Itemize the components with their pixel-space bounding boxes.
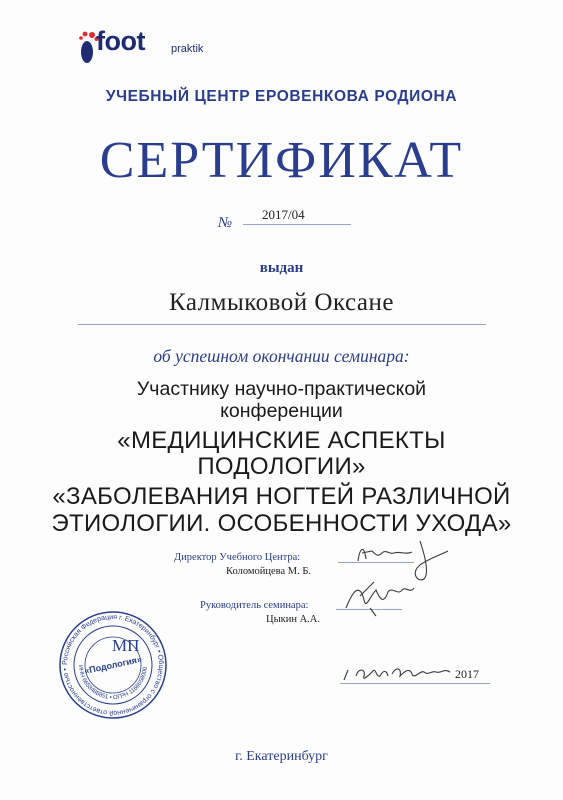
participant-line: Участнику научно-практической <box>136 378 427 400</box>
foot-praktik-logo <box>78 28 218 68</box>
issued-label: выдан <box>259 260 304 276</box>
conference-title-line-2: ПОДОЛОГИИ» <box>197 453 366 480</box>
recipient-underline <box>78 324 486 325</box>
seminar-leader-name: Цыкин А.А. <box>266 614 321 625</box>
date-year: 2017 <box>455 667 479 681</box>
conference-title-line-1: «МЕДИЦИНСКИЕ АСПЕКТЫ <box>117 427 446 454</box>
director-role: Директор Учебного Центра: <box>174 552 301 563</box>
seminar-leader-role: Руководитель семинара: <box>200 600 309 611</box>
certificate-title: СЕРТИФИКАТ <box>99 132 464 189</box>
certificate-number: 2017/04 <box>262 207 305 222</box>
city: г. Екатеринбург <box>235 749 328 764</box>
seminar-title-line-2: ЭТИОЛОГИИ. ОСОБЕННОСТИ УХОДА» <box>51 510 512 537</box>
director-signature <box>350 533 460 583</box>
organization-name: УЧЕБНЫЙ ЦЕНТР ЕРОВЕНКОВА РОДИОНА <box>105 88 458 105</box>
recipient-name: Калмыковой Оксане <box>169 289 394 316</box>
number-underline <box>243 224 351 225</box>
organization-stamp <box>58 610 168 720</box>
stamp-center-text: «Подология» <box>83 654 143 676</box>
seminar-title-line-1: «ЗАБОЛЕВАНИЯ НОГТЕЙ РАЗЛИЧНОЙ <box>52 483 511 510</box>
director-name: Коломойцева М. Б. <box>226 566 312 577</box>
seminar-leader-signature <box>340 578 420 620</box>
logo-praktik-text: praktik <box>171 43 204 55</box>
number-label: № <box>218 215 233 231</box>
stamp-inner-text: ИНН 6658488851 • ОГРН 1166658000 <box>76 664 149 702</box>
handwritten-date <box>340 654 460 684</box>
stamp-outer-text: Российская Федерация г. Екатеринбург • Общество с ограниченной ответственностью • <box>61 613 165 717</box>
stamp-mp-label: МП <box>112 636 140 655</box>
logo-foot-text: foot <box>96 26 145 56</box>
completion-text: об успешном окончании семинара: <box>153 346 410 366</box>
conference-line: конференции <box>220 400 343 422</box>
